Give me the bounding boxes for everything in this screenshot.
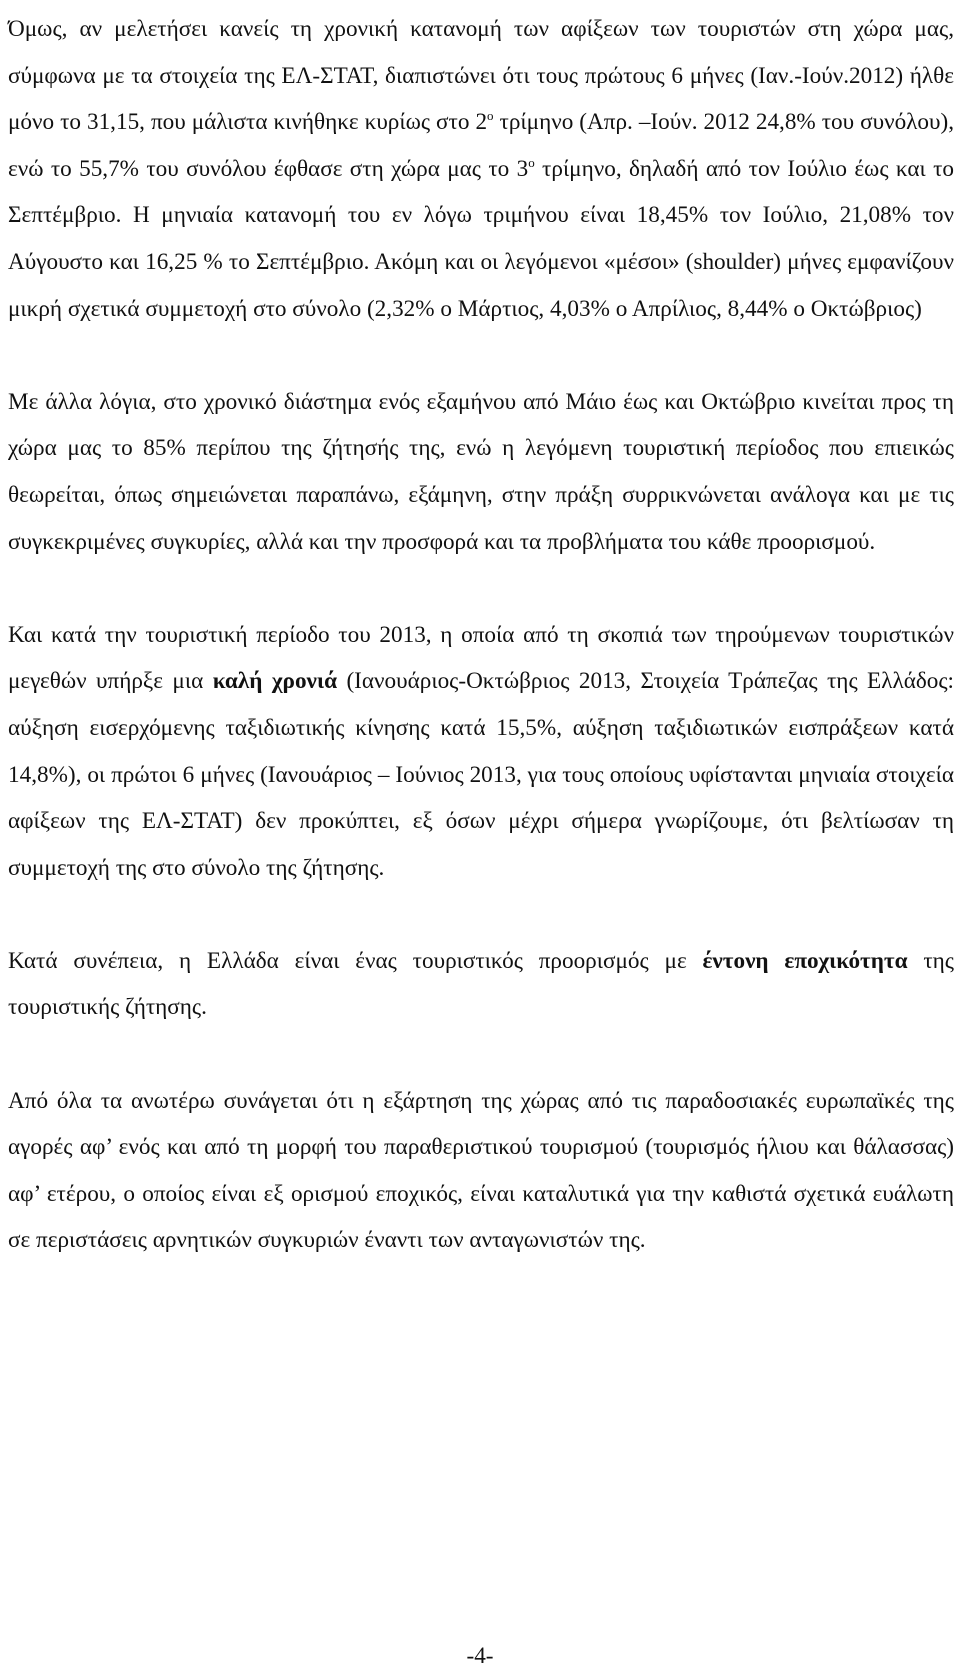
page-number: -4- <box>466 1643 494 1669</box>
paragraph-text: τρίμηνο (Απρ. –Ιούν. 2012 24,8% του συνόλου), ενώ το 55,7% του συνόλου έφθασε στη χώρα μας το 3 <box>8 109 955 182</box>
paragraph-dependency-summary: Από όλα τα ανωτέρω συνάγεται ότι η εξάρτηση της χώρας από τις παραδοσιακές ευρωπαϊκές της αγορές αφ’ ενός και από τη μορφή του παραθεριστικού τουρισμού (τουρισμός ήλιου και θάλασσας) αφ’ ετέρου, ο οποίος είναι εξ ορισμού εποχικός, είναι καταλυτικά για την καθιστά σχετικά ευάλωτη σε περιστάσεις αρνητικών συγκυριών έναντι των ανταγωνιστών της. <box>8 1087 954 1254</box>
paragraph-text: της τουριστικής ζήτησης. <box>8 947 954 1021</box>
paragraph-text: Κατά συνέπεια, η Ελλάδα είναι ένας τουριστικός προορισμός με <box>8 947 703 974</box>
bold-emphasis: έντονη εποχικότητα <box>702 947 908 974</box>
paragraph-2013-season <box>8 612 954 892</box>
paragraph-text: (Ιανουάριος-Οκτώβριος 2013, Στοιχεία Τράπεζας της Ελλάδος: αύξηση εισερχόμενης ταξιδιωτικής κίνησης κατά 15,5%, αύξηση ταξιδιωτικών εισπράξεων κατά 14,8%), οι πρώτοι 6 μήνες (Ιανουάριος – Ιούνιος 2013, για τους οποίους υφίστανται μηνιαία στοιχεία αφίξεων της ΕΛ-ΣΤΑΤ) δεν προκύπτει, εξ όσων μέχρι σήμερα γνωρίζουμε, ότι βελτίωσαν τη συμμετοχή της στο σύνολο της ζήτησης. <box>8 668 954 881</box>
document-page <box>8 6 954 1264</box>
paragraph-text: τρίμηνο, δηλαδή από τον Ιούλιο έως και το Σεπτέμβριο. Η μηνιαία κατανομή του εν λόγω τριμήνου είναι 18,45% τον Ιούλιο, 21,08% τον Αύγουστο και 16,25 % το Σεπτέμβριο. Ακόμη και οι λεγόμενοι «μέσοι» (shoulder) μήνες εμφανίζουν μικρή σχετικά συμμετοχή στο σύνολο (2,32% ο Μάρτιος, 4,03% ο Απρίλιος, 8,44% ο Οκτώβριος) <box>8 155 954 322</box>
paragraph-conclusion-seasonality <box>8 938 954 1031</box>
bold-emphasis: καλή χρονιά <box>212 668 338 695</box>
superscript-ordinal: ο <box>528 154 535 170</box>
paragraph-text: Και κατά την τουριστική περίοδο του 2013, η οποία από τη σκοπιά των τηρούμενων τουριστικών μεγεθών υπήρξε μια <box>8 621 954 695</box>
paragraph-seasonal-distribution <box>8 6 954 332</box>
superscript-ordinal: ο <box>487 108 494 124</box>
paragraph-text: Όμως, αν μελετήσει κανείς τη χρονική κατανομή των αφίξεων των τουριστών στη χώρα μας, σύμφωνα με τα στοιχεία της ΕΛ-ΣΤΑΤ, διαπιστώνει ότι τους πρώτους 6 μήνες (Ιαν.-Ιούν.2012) ήλθε μόνο το 31,15, που μάλιστα κινήθηκε κυρίως στο 2 <box>8 16 954 136</box>
paragraph-six-month-period: Με άλλα λόγια, στο χρονικό διάστημα ενός εξαμήνου από Μάιο έως και Οκτώβριο κινείται προς τη χώρα μας το 85% περίπου της ζήτησής της, ενώ η λεγόμενη τουριστική περίοδος που επιεικώς θεωρείται, όπως σημειώνεται παραπάνω, εξάμηνη, στην πράξη συρρικνώνεται ανάλογα και με τις συγκεκριμένες συγκυρίες, αλλά και την προσφορά και τα προβλήματα του κάθε προορισμού. <box>8 388 954 555</box>
